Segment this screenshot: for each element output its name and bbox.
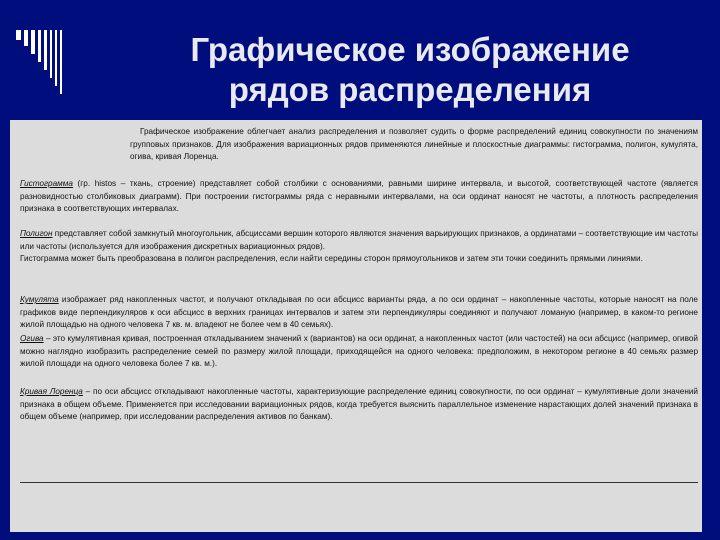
polygon-text: представляет собой замкнутый многоугольник, абсциссами вершин которого являются значения варьирующих признаков, а ординатами – соответствующие им частоты или частоты (используется для изображения дискретных вариационных рядов). [20, 229, 698, 251]
title-line-2: рядов распределения [228, 71, 592, 108]
lorenz-text: – по оси абсцисс откладывают накопленные частоты, характеризующие распределение единиц совокупности, по оси ординат – кумулятивные доли значений признака в общем объеме. Применяется при исследовании вариационных рядов, когда требуется выяснить параллельное изменение нарастающих долей значений признака в общем объеме (например, при исследовании распределения активов по банкам). [20, 387, 698, 422]
title-line-1: Графическое изображение [190, 31, 630, 68]
ogive-paragraph [20, 333, 698, 371]
cumulate-text: изображает ряд накопленных частот, и получают откладывая по оси абсцисс варианты ряда, а по оси ординат – накопленные частоты, которые наносят на поле графиков виде перпендикуляров к оси абсцисс в верхних границах интервалов и затем эти перпендикуляры соединяют и получают ломаную (например, в каком-то регионе жилой площадью на одного человека 7 кв. м. владеют не более чем в 40 семьях). [20, 295, 698, 330]
content-panel [10, 120, 702, 532]
ogive-term: Огива [20, 334, 44, 343]
histogram-paragraph [20, 178, 698, 216]
decorative-bars-icon [16, 30, 116, 100]
histogram-term: Гистограмма [20, 179, 73, 188]
histogram-text: (гр. histos – ткань, строение) представляет собой столбики с основаниями, равными ширине интервала, и высотой, соответствующей частоте (является разновидностью столбиковых диаграмм). При построении гистограммы ряда с неравными интервалами, на оси ординат наносят не частоты, а плотность распределения признака в соответствующих интервалах. [20, 179, 698, 214]
polygon-text-2: Гистограмма может быть преобразована в полигон распределения, если найти середины сторон прямоугольников и затем эти точки соединить прямыми линиями. [20, 254, 643, 264]
divider-line [20, 482, 698, 483]
cumulate-paragraph [20, 294, 698, 332]
intro-paragraph: Графическое изображение облегчает анализ распределения и позволяет судить о форме распределений единиц совокупности по значениям групповых признаков. Для изображения вариационных рядов применяются линейные и плоскостные диаграммы: гистограмма, полигон, кумулята, огива, кривая Лоренца. [130, 127, 698, 162]
lorenz-paragraph [20, 386, 698, 424]
ogive-text: – это кумулятивная кривая, построенная откладыванием значений x (вариантов) на оси ординат, а накопленных частот (или частостей) на оси абсцисс (например, огивой можно наглядно изобразить распределение семей по размеру жилой площади, приходящейся на одного человека: предположим, в некотором регионе в 40 семьях размер жилой площади на одного человека более 7 кв. м.). [20, 334, 698, 369]
polygon-paragraph [20, 228, 698, 266]
lorenz-term: Кривая Лоренца [20, 387, 83, 396]
polygon-term: Полигон [20, 229, 53, 238]
cumulate-term: Кумулята [20, 295, 59, 304]
